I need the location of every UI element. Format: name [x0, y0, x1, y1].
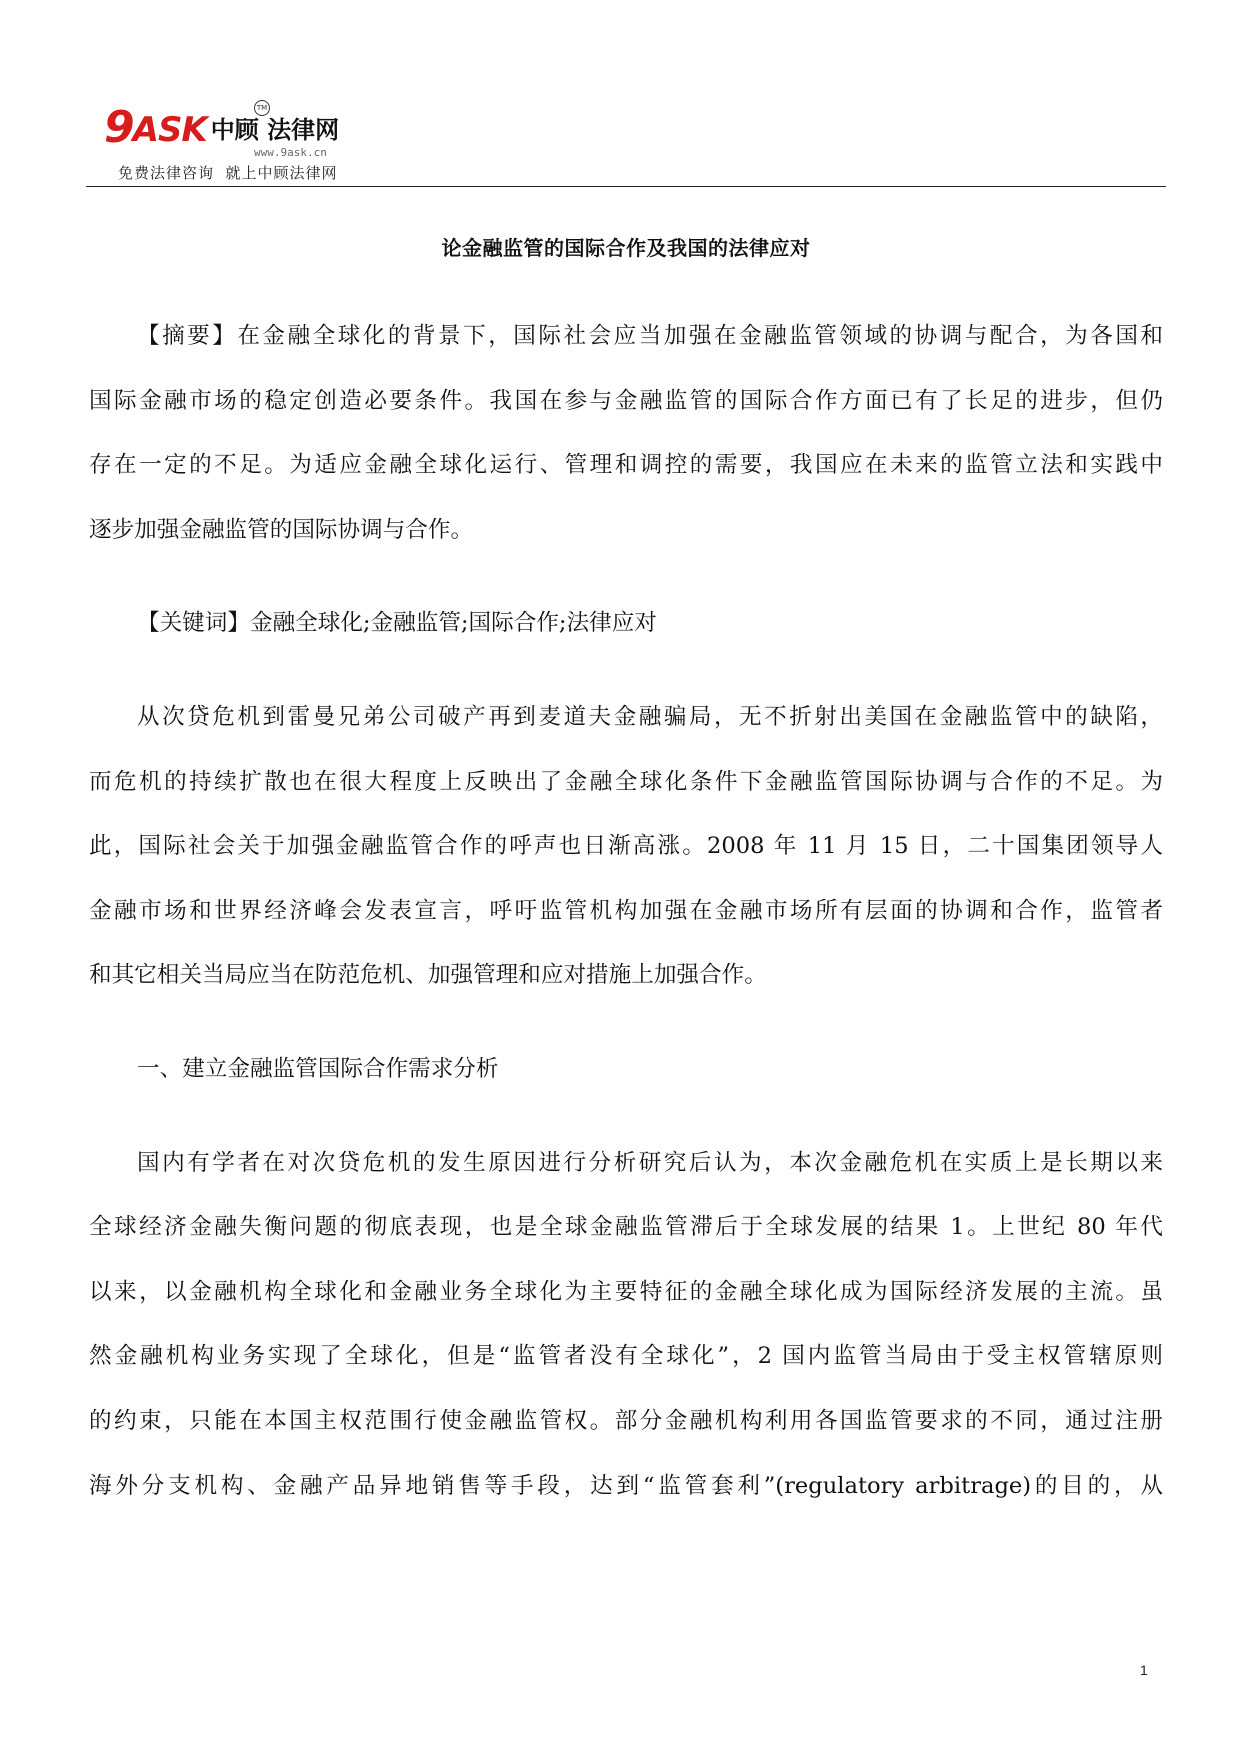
site-logo[interactable] — [104, 94, 364, 184]
page-header — [86, 88, 1166, 188]
keywords-paragraph — [89, 605, 1163, 670]
logo-ask: ASK — [132, 110, 207, 150]
text-line: 此，国际社会关于加强金融监管合作的呼声也日渐高涨。2008 年 11 月 15 日，二十国集团领导人 — [89, 833, 1163, 860]
header-divider — [86, 186, 1166, 187]
text-line: 的约束，只能在本国主权范围行使金融监管权。部分金融机构利用各国监管要求的不同，通过注册 — [89, 1407, 1163, 1434]
text-line: 而危机的持续扩散也在很大程度上反映出了金融全球化条件下金融监管国际协调与合作的不足。为 — [89, 768, 1163, 795]
document-title: 论金融监管的国际合作及我国的法律应对 — [441, 236, 811, 260]
trademark-icon: TM — [254, 100, 270, 116]
text-line: 然金融机构业务实现了全球化，但是“监管者没有全球化”，2 国内监管当局由于受主权管辖原则 — [89, 1343, 1163, 1370]
text-line: 【摘要】在金融全球化的背景下，国际社会应当加强在金融监管领域的协调与配合，为各国和 — [137, 323, 1163, 349]
document-body — [89, 318, 1163, 1532]
logo-nine: 9 — [104, 102, 133, 153]
text-line: 国际金融市场的稳定创造必要条件。我国在参与金融监管的国际合作方面已有了长足的进步，但仍 — [89, 387, 1163, 414]
text-line: 一、建立金融监管国际合作需求分析 — [137, 1055, 499, 1082]
text-line: 国内有学者在对次贷危机的发生原因进行分析研究后认为，本次金融危机在实质上是长期以来 — [137, 1149, 1163, 1176]
text-line: 逐步加强金融监管的国际协调与合作。 — [89, 516, 474, 543]
text-line: 【关键词】金融全球化;金融监管;国际合作;法律应对 — [137, 610, 657, 637]
text-line: 海外分支机构、金融产品异地销售等手段，达到“监管套利”(regulatory arbitrage)的目的，从 — [89, 1472, 1163, 1499]
logo-url: www.9ask.cn — [254, 146, 327, 159]
text-line: 全球经济金融失衡问题的彻底表现，也是全球金融监管滞后于全球发展的结果 1。上世纪 80 年代 — [89, 1214, 1163, 1241]
text-line: 和其它相关当局应当在防范危机、加强管理和应对措施上加强合作。 — [89, 962, 767, 989]
text-line: 以来，以金融机构全球化和金融业务全球化为主要特征的金融全球化成为国际经济发展的主流。虽 — [89, 1278, 1163, 1305]
text-line: 从次贷危机到雷曼兄弟公司破产再到麦道夫金融骗局，无不折射出美国在金融监管中的缺陷， — [137, 703, 1163, 730]
page-number: 1 — [1140, 1662, 1148, 1678]
intro-paragraph — [89, 699, 1163, 1022]
abstract-paragraph — [89, 318, 1163, 576]
text-line: 存在一定的不足。为适应金融全球化运行、管理和调控的需要，我国应在未来的监管立法和实践中 — [89, 452, 1163, 479]
section-heading — [89, 1051, 1163, 1116]
logo-tagline: 免费法律咨询 就上中顾法律网 — [118, 164, 338, 182]
logo-chinese-name: 中顾 法律网 — [210, 116, 340, 144]
body-paragraph — [89, 1145, 1163, 1533]
text-line: 金融市场和世界经济峰会发表宣言，呼吁监管机构加强在金融市场所有层面的协调和合作，监管者 — [89, 897, 1163, 924]
